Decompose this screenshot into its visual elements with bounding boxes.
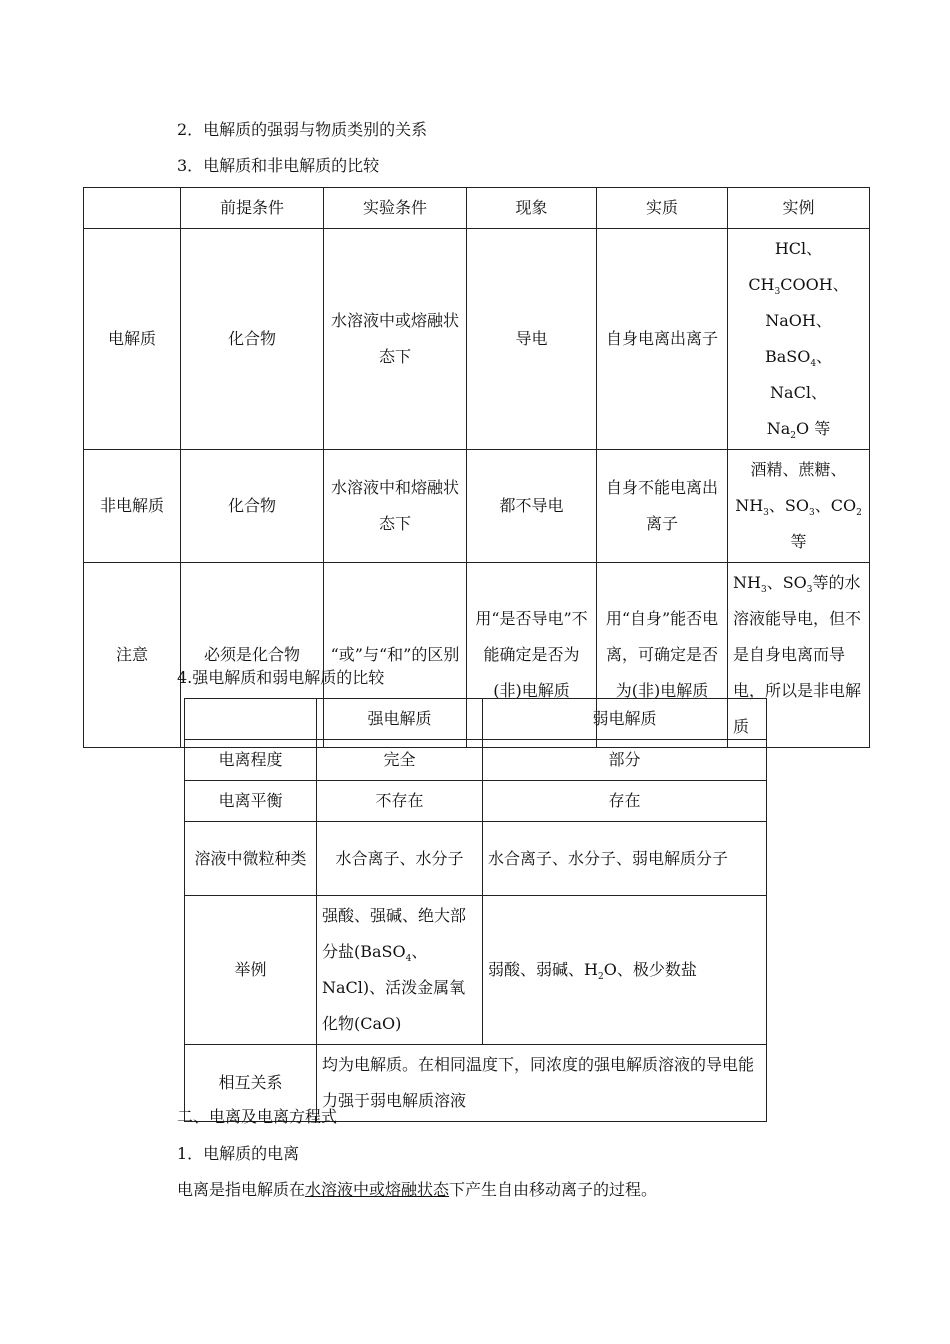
- row-label: 电解质: [84, 229, 181, 450]
- cell-premise: 化合物: [181, 229, 324, 450]
- cell-condition: 水溶液中或熔融状态下: [324, 229, 467, 450]
- row-label: 注意: [84, 563, 181, 748]
- cell-examples: $NH_3$、$SO_3$等的水溶液能导电，但不是自身电离而导电，所以是非电解质: [728, 563, 870, 748]
- table1-header-premise: 前提条件: [181, 188, 324, 229]
- cell-phenomenon: 用“是否导电”不能确定是否为(非)电解质: [467, 563, 597, 748]
- cell-strong: 水合离子、水分子: [317, 822, 483, 896]
- cell-condition: “或”与“和”的区别: [324, 563, 467, 748]
- definition-underlined: 水溶液中或熔融状态: [305, 1180, 450, 1199]
- table2-header-weak: 弱电解质: [483, 699, 767, 740]
- cell-essence: 自身电离出离子: [597, 229, 728, 450]
- table1-header-phenomenon: 现象: [467, 188, 597, 229]
- heading-3: 3．电解质和非电解质的比较: [177, 156, 380, 175]
- cell-weak: 弱酸、弱碱、$H_2O$、极少数盐: [483, 896, 767, 1045]
- table1-row-nonelectrolyte: [84, 450, 870, 563]
- section-2-heading: 二、电离及电离方程式: [177, 1107, 338, 1126]
- example-baso4: BaSO$_4$、: [764, 347, 833, 369]
- table2-row-particle-types: [185, 822, 767, 896]
- cell-strong: 强酸、强碱、绝大部分盐(BaSO$_4$、NaCl)、活泼金属氧化物(CaO): [317, 896, 483, 1045]
- cell-phenomenon: 都不导电: [467, 450, 597, 563]
- heading-2: 2．电解质的强弱与物质类别的关系: [177, 120, 428, 139]
- row-label: 相互关系: [185, 1045, 317, 1122]
- row-label: 电离平衡: [185, 781, 317, 822]
- cell-weak: 水合离子、水分子、弱电解质分子: [483, 822, 767, 896]
- example-ch3cooh: $CH_3COOH$、: [748, 275, 849, 297]
- electrolyte-comparison-table: [83, 187, 870, 748]
- subsection-1-heading: 1．电解质的电离: [177, 1144, 300, 1163]
- definition-after: 下产生自由移动离子的过程。: [449, 1180, 658, 1199]
- example-na2o: $Na_2O$ 等: [766, 419, 831, 441]
- cell-weak: 存在: [483, 781, 767, 822]
- cell-premise: 化合物: [181, 450, 324, 563]
- cell-phenomenon: 导电: [467, 229, 597, 450]
- table2-header-strong: 强电解质: [317, 699, 483, 740]
- strong-weak-comparison-table: [184, 698, 767, 1122]
- cell-essence: 用“自身”能否电离，可确定是否为(非)电解质: [597, 563, 728, 748]
- cell-essence: 自身不能电离出离子: [597, 450, 728, 563]
- heading-4: 4.强电解质和弱电解质的比较: [177, 668, 385, 687]
- example-hcl: HCl、: [774, 239, 823, 258]
- table2-header-empty: [185, 699, 317, 740]
- cell-examples: 酒精、蔗糖、$NH_3$、$SO_3$、$CO_2$ 等: [728, 450, 870, 563]
- cell-merged: 均为电解质。在相同温度下，同浓度的强电解质溶液的导电能力强于弱电解质溶液: [317, 1045, 767, 1122]
- example-naoh: NaOH、: [765, 311, 832, 330]
- cell-weak: 部分: [483, 740, 767, 781]
- row-label: 电离程度: [185, 740, 317, 781]
- ionization-definition: [177, 1177, 657, 1200]
- table1-header-empty: [84, 188, 181, 229]
- row-label: 溶液中微粒种类: [185, 822, 317, 896]
- table2-row-ionization-equilibrium: [185, 781, 767, 822]
- cell-strong: 完全: [317, 740, 483, 781]
- table1-header-condition: 实验条件: [324, 188, 467, 229]
- cell-premise: 必须是化合物: [181, 563, 324, 748]
- table1-header-examples: 实例: [728, 188, 870, 229]
- example-nacl: NaCl、: [770, 383, 827, 402]
- table1-row-electrolyte: [84, 229, 870, 450]
- table1-header-essence: 实质: [597, 188, 728, 229]
- definition-before: 电离是指电解质在: [177, 1180, 306, 1199]
- cell-condition: 水溶液中和熔融状态下: [324, 450, 467, 563]
- table2-row-examples: [185, 896, 767, 1045]
- table2-row-ionization-degree: [185, 740, 767, 781]
- cell-strong: 不存在: [317, 781, 483, 822]
- cell-examples: [728, 229, 870, 450]
- row-label: 非电解质: [84, 450, 181, 563]
- row-label: 举例: [185, 896, 317, 1045]
